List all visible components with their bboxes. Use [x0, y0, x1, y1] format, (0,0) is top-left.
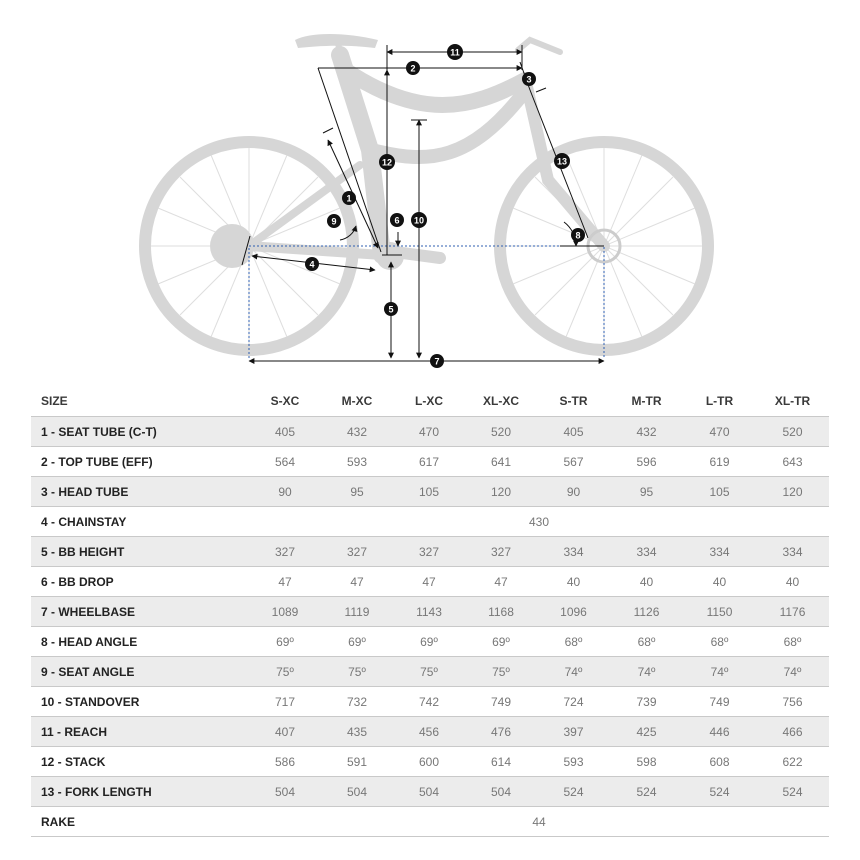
table-row [31, 627, 829, 657]
table-cell: 75º [321, 657, 393, 687]
table-cell: 74º [683, 657, 756, 687]
row-label: 2 - TOP TUBE (EFF) [31, 447, 249, 477]
row-label: 9 - SEAT ANGLE [31, 657, 249, 687]
table-cell: 74º [537, 657, 610, 687]
svg-text:3: 3 [526, 74, 532, 85]
table-cell: 524 [610, 777, 683, 807]
table-cell: 504 [321, 777, 393, 807]
table-cell: 504 [393, 777, 465, 807]
table-cell: 435 [321, 717, 393, 747]
row-label: 12 - STACK [31, 747, 249, 777]
table-cell: 446 [683, 717, 756, 747]
table-cell: 334 [756, 537, 829, 567]
table-row [31, 687, 829, 717]
header-s-xc: S-XC [270, 394, 300, 408]
table-cell: 1089 [249, 597, 321, 627]
table-cell: 68º [756, 627, 829, 657]
table-cell: 742 [393, 687, 465, 717]
table-cell: 614 [465, 747, 537, 777]
table-cell: 68º [537, 627, 610, 657]
table-cell: 1119 [321, 597, 393, 627]
table-cell: 69º [465, 627, 537, 657]
svg-text:12: 12 [381, 157, 393, 168]
svg-text:1: 1 [346, 193, 352, 204]
marker-10 [411, 212, 427, 228]
table-cell: 470 [683, 417, 756, 447]
table-cell: 105 [393, 477, 465, 507]
table-cell: 524 [537, 777, 610, 807]
table-cell: 47 [393, 567, 465, 597]
table-cell: 40 [756, 567, 829, 597]
header-s-tr: S-TR [559, 394, 588, 408]
table-cell: 520 [465, 417, 537, 447]
table-row [31, 447, 829, 477]
bike-silhouette [145, 34, 708, 350]
row-label: 7 - WHEELBASE [31, 597, 249, 627]
table-cell: 405 [249, 417, 321, 447]
table-cell: 40 [683, 567, 756, 597]
table-cell: 739 [610, 687, 683, 717]
table-cell: 593 [537, 747, 610, 777]
table-cell: 1150 [683, 597, 756, 627]
table-cell: 425 [610, 717, 683, 747]
table-row [31, 507, 829, 537]
table-cell: 520 [756, 417, 829, 447]
table-header-row [31, 386, 829, 417]
marker-7 [430, 354, 444, 368]
table-cell: 608 [683, 747, 756, 777]
svg-text:6: 6 [394, 215, 400, 226]
table-cell: 69º [321, 627, 393, 657]
table-row [31, 657, 829, 687]
table-cell: 68º [683, 627, 756, 657]
header-xl-xc: XL-XC [483, 394, 519, 408]
table-cell: 470 [393, 417, 465, 447]
table-cell: 47 [321, 567, 393, 597]
header-m-tr: M-TR [631, 394, 662, 408]
header-xl-tr: XL-TR [774, 394, 811, 408]
table-cell: 749 [683, 687, 756, 717]
svg-text:9: 9 [331, 216, 337, 227]
table-cell: 466 [756, 717, 829, 747]
table-cell: 749 [465, 687, 537, 717]
table-cell: 641 [465, 447, 537, 477]
table-cell: 617 [393, 447, 465, 477]
table-row [31, 417, 829, 447]
table-cell: 593 [321, 447, 393, 477]
row-label: 4 - CHAINSTAY [31, 507, 249, 537]
table-cell: 407 [249, 717, 321, 747]
marker-9 [327, 214, 341, 228]
table-cell: 1143 [393, 597, 465, 627]
table-cell: 564 [249, 447, 321, 477]
svg-text:13: 13 [556, 156, 568, 167]
table-cell: 591 [321, 747, 393, 777]
table-cell: 47 [249, 567, 321, 597]
table-cell: 95 [610, 477, 683, 507]
table-cell: 405 [537, 417, 610, 447]
table-cell: 596 [610, 447, 683, 477]
geometry-table [31, 386, 829, 837]
svg-text:11: 11 [450, 47, 460, 58]
table-cell: 643 [756, 447, 829, 477]
table-cell: 68º [610, 627, 683, 657]
table-row [31, 567, 829, 597]
table-cell: 524 [683, 777, 756, 807]
table-cell: 724 [537, 687, 610, 717]
table-cell: 95 [321, 477, 393, 507]
row-label: 5 - BB HEIGHT [31, 537, 249, 567]
table-row [31, 717, 829, 747]
header-l-xc: L-XC [415, 394, 443, 408]
svg-text:10: 10 [413, 215, 425, 226]
table-cell-span: 430 [249, 507, 829, 537]
table-cell: 732 [321, 687, 393, 717]
dimension-lines [242, 45, 604, 361]
row-label: 11 - REACH [31, 717, 249, 747]
marker-8 [571, 228, 585, 242]
table-cell: 74º [610, 657, 683, 687]
table-cell: 1176 [756, 597, 829, 627]
bike-geometry-diagram [0, 0, 860, 380]
table-cell: 756 [756, 687, 829, 717]
marker-11 [447, 44, 463, 60]
table-cell: 75º [393, 657, 465, 687]
table-cell: 504 [465, 777, 537, 807]
svg-text:7: 7 [434, 356, 440, 367]
svg-text:2: 2 [410, 63, 416, 74]
table-row [31, 777, 829, 807]
table-cell-span: 44 [249, 807, 829, 837]
table-cell: 327 [465, 537, 537, 567]
table-cell: 75º [249, 657, 321, 687]
table-row [31, 807, 829, 837]
table-cell: 432 [610, 417, 683, 447]
header-size: SIZE [41, 394, 68, 408]
svg-text:4: 4 [309, 259, 315, 270]
row-label: 8 - HEAD ANGLE [31, 627, 249, 657]
table-row [31, 597, 829, 627]
table-cell: 105 [683, 477, 756, 507]
row-label: 6 - BB DROP [31, 567, 249, 597]
table-row [31, 477, 829, 507]
table-cell: 456 [393, 717, 465, 747]
row-label: 1 - SEAT TUBE (C-T) [31, 417, 249, 447]
table-cell: 334 [537, 537, 610, 567]
table-cell: 432 [321, 417, 393, 447]
table-cell: 334 [610, 537, 683, 567]
table-cell: 619 [683, 447, 756, 477]
marker-4 [305, 257, 319, 271]
marker-3 [522, 72, 536, 86]
row-label: 3 - HEAD TUBE [31, 477, 249, 507]
table-cell: 586 [249, 747, 321, 777]
table-cell: 90 [249, 477, 321, 507]
svg-text:5: 5 [388, 304, 394, 315]
table-cell: 1168 [465, 597, 537, 627]
svg-text:8: 8 [575, 230, 581, 241]
table-cell: 1126 [610, 597, 683, 627]
table-cell: 476 [465, 717, 537, 747]
table-cell: 1096 [537, 597, 610, 627]
table-cell: 524 [756, 777, 829, 807]
table-cell: 120 [756, 477, 829, 507]
table-cell: 47 [465, 567, 537, 597]
row-label: 13 - FORK LENGTH [31, 777, 249, 807]
table-cell: 40 [610, 567, 683, 597]
table-cell: 334 [683, 537, 756, 567]
table-cell: 600 [393, 747, 465, 777]
table-cell: 69º [249, 627, 321, 657]
table-cell: 327 [393, 537, 465, 567]
row-label: 10 - STANDOVER [31, 687, 249, 717]
table-cell: 397 [537, 717, 610, 747]
table-body [31, 417, 829, 837]
marker-2 [406, 61, 420, 75]
table-row [31, 747, 829, 777]
table-cell: 69º [393, 627, 465, 657]
marker-6 [390, 213, 404, 227]
row-label: RAKE [31, 807, 249, 837]
marker-13 [554, 153, 570, 169]
table-cell: 327 [249, 537, 321, 567]
table-cell: 598 [610, 747, 683, 777]
table-cell: 74º [756, 657, 829, 687]
table-cell: 567 [537, 447, 610, 477]
table-cell: 717 [249, 687, 321, 717]
table-cell: 327 [321, 537, 393, 567]
table-cell: 90 [537, 477, 610, 507]
header-m-xc: M-XC [341, 394, 373, 408]
table-cell: 40 [537, 567, 610, 597]
marker-1 [342, 191, 356, 205]
table-cell: 622 [756, 747, 829, 777]
table-cell: 504 [249, 777, 321, 807]
marker-5 [384, 302, 398, 316]
table-cell: 120 [465, 477, 537, 507]
table-row [31, 537, 829, 567]
header-l-tr: L-TR [705, 394, 734, 408]
table-cell: 75º [465, 657, 537, 687]
marker-12 [379, 154, 395, 170]
